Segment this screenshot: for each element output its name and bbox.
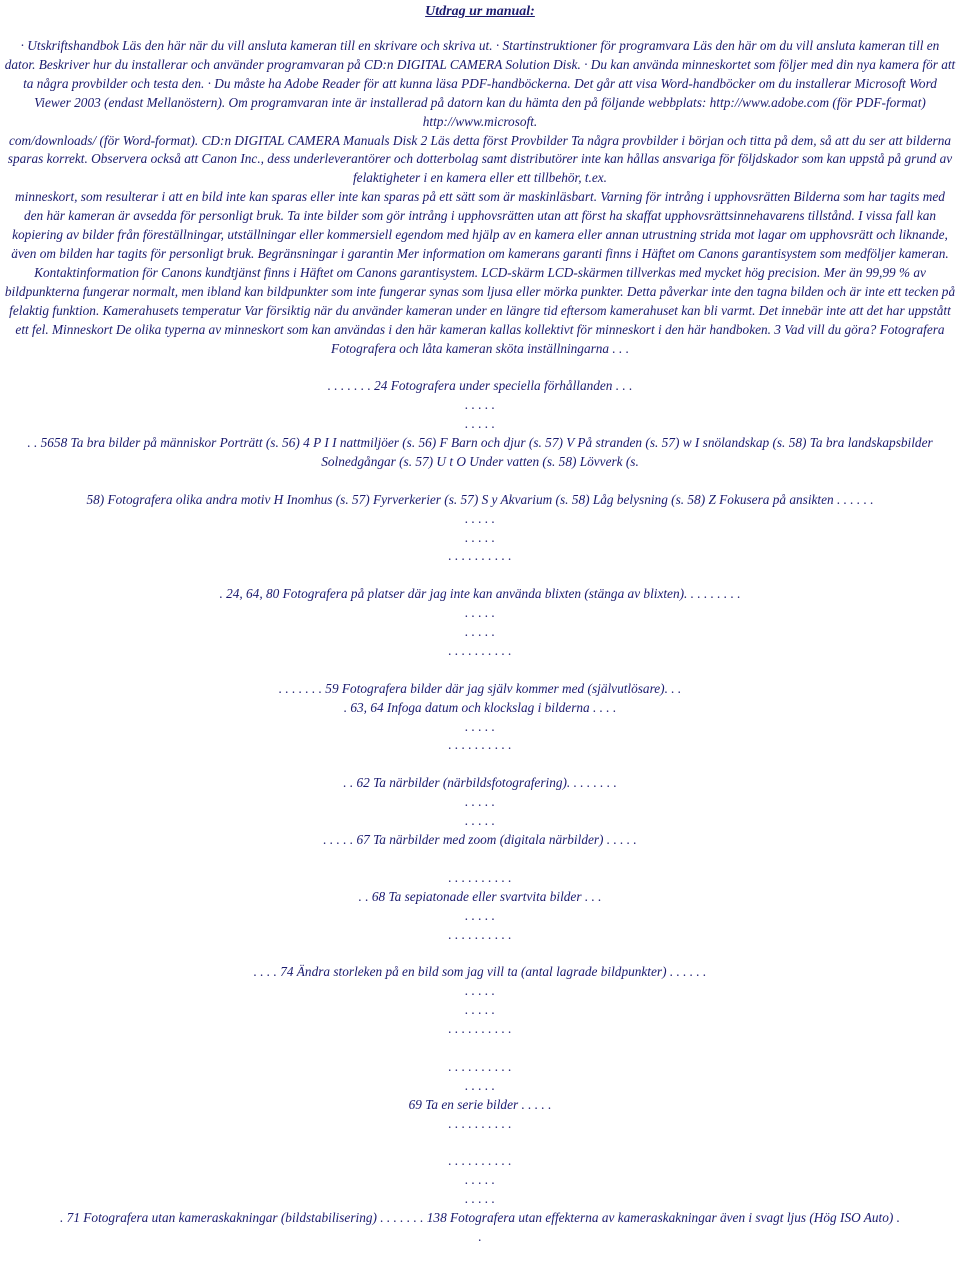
toc-line: . . . . .: [465, 794, 495, 810]
toc-line: . . 5658 Ta bra bilder på människor Porträtt (s. 56) 4 P I I nattmiljöer (s. 56) F Barn och djur (s. 57) V På stranden (s. 57) w I snölandskap (s. 58) Ta bra landskapsbilder Solnedgångar (s. 57) U t O Under vatten (s. 58) Lövverk (s.: [27, 435, 933, 469]
toc-line: . . . . .: [465, 605, 495, 621]
page-title: Utdrag ur manual:: [425, 4, 535, 19]
spacer: [4, 944, 956, 963]
toc-line: . 63, 64 Infoga datum och klockslag i bilderna . . . .: [343, 699, 617, 715]
toc-line: . . . . .: [465, 1077, 495, 1093]
intro-paragraph: com/downloads/ (för Word-format). CD:n DIGITAL CAMERA Manuals Disk 2 Läs detta först Provbilder Ta några provbilder i början och titta på dem, så att du ser att bilderna sparas korrekt. Observera också att Canon Inc., dess underleverantörer och dotterbolag samt distributörer inte kan hållas ansvariga för följdskador som kan uppstå på grund av felaktigheter i en kamera eller ett tillbehör, t.ex.: [7, 132, 953, 186]
toc-line: . . 68 Ta sepiatonade eller svartvita bilder . . .: [358, 888, 602, 904]
toc-line: . . . . .: [465, 1002, 495, 1018]
toc-line: . . . . . 67 Ta närbilder med zoom (digitala närbilder) . . . . .: [323, 831, 637, 847]
spacer: [4, 850, 956, 869]
toc-line: . . . . 74 Ändra storleken på en bild som jag vill ta (antal lagrade bildpunkter) . . . . . .: [253, 964, 707, 980]
spacer: [4, 661, 956, 680]
spacer: [4, 755, 956, 774]
toc-line: . . . . . . . . . .: [448, 1021, 512, 1037]
toc-line: . . . . . . . 59 Fotografera bilder där jag själv kommer med (självutlösare). . .: [278, 680, 682, 696]
toc-line: . . . . .: [465, 907, 495, 923]
toc-line: . . . . .: [465, 718, 495, 734]
toc-line: . . . . . . . . . .: [448, 1153, 512, 1169]
toc-line: . . . . . . . . . .: [448, 548, 512, 564]
spacer: [4, 358, 956, 377]
toc-line: . . . . .: [465, 1191, 495, 1207]
manual-excerpt-page: [4, 3, 956, 1247]
intro-paragraph: Kontaktinformation för Canons kundtjänst finns i Häftet om Canons garantisystem. LCD-skärm LCD-skärmen tillverkas med mycket hög precision. Mer än 99,99 % av bildpunkterna fungerar normalt, men ibland kan bildpunkter som inte fungerar synas som ljusa eller mörka punkter. Detta påverkar inte den tagna bilden och är inte ett tecken på felaktig funktion. Kamerahusets temperatur Var försiktig när du använder kameran under en längre tid eftersom kamerahuset kan bli varmt. Det innebär inte att det har uppstått ett fel. Minneskort De olika typerna av minneskort som kan användas i den här kameran kallas kollektivt för minneskort i den här handboken. 3 Vad vill du göra? Fotografera Fotografera och låta kameran sköta inställningarna . . .: [4, 264, 956, 356]
toc-line: . . . . . . . . . .: [448, 926, 512, 942]
toc-line: . 24, 64, 80 Fotografera på platser där jag inte kan använda blixten (stänga av blixten). . . . . . . . .: [219, 586, 741, 602]
spacer: [4, 1039, 956, 1058]
spacer: [4, 1133, 956, 1152]
toc-line: . . . . .: [465, 397, 495, 413]
table-of-contents: [4, 358, 956, 1246]
toc-line: . . . . .: [465, 624, 495, 640]
toc-line: 69 Ta en serie bilder . . . . .: [408, 1096, 552, 1112]
toc-line: . . . . .: [465, 1172, 495, 1188]
toc-line: . . . . .: [465, 416, 495, 432]
toc-line: . . . . . . . . . .: [448, 869, 512, 885]
toc-line: . . . . . . . . . .: [448, 642, 512, 658]
toc-line: . . . . .: [465, 983, 495, 999]
toc-line: . . . . . . . . . .: [448, 1115, 512, 1131]
toc-line: .: [478, 1228, 482, 1244]
toc-line: . . . . . . . 24 Fotografera under speciella förhållanden . . .: [327, 378, 633, 394]
toc-line: . 71 Fotografera utan kameraskakningar (bildstabilisering) . . . . . . . 138 Fotografera utan effekterna av kameraskakningar även i svagt ljus (Hög ISO Auto) .: [60, 1210, 900, 1226]
toc-line: . . 62 Ta närbilder (närbildsfotografering). . . . . . . .: [343, 775, 617, 791]
toc-line: . . . . .: [465, 813, 495, 829]
toc-line: 58) Fotografera olika andra motiv H Inomhus (s. 57) Fyrverkerier (s. 57) S y Akvarium (s. 58) Låg belysning (s. 58) Z Fokusera på ansikten . . . . . .: [86, 491, 874, 507]
toc-line: . . . . . . . . . .: [448, 1058, 512, 1074]
toc-line: . . . . . . . . . .: [448, 737, 512, 753]
intro-paragraph: minneskort, som resulterar i att en bild inte kan sparas eller inte kan sparas på ett sätt som är maskinläsbart. Varning för intrång i upphovsrätten Bilderna som har tagits med den här kameran är avsedda för personligt bruk. Ta inte bilder som gör intrång i upphovsrätten utan att först ha skaffat upphovsrättsinnehavarens tillstånd. I vissa fall kan kopiering av bilder från föreställningar, utställningar eller kommersiell egendom med hjälp av en kamera eller annan utrustning strida mot lagar om upphovsrätt och liknande, även om bilden har tagits för personligt bruk. Begränsningar i garantin Mer information om kamerans garanti finns i Häftet om Canons garantisystem som medföljer kameran.: [11, 189, 949, 261]
intro-paragraph: · Utskriftshandbok Läs den här när du vill ansluta kameran till en skrivare och skriva ut. · Startinstruktioner för programvara Läs den här om du vill ansluta kameran till en dator. Beskriver hur du installerar och använder programvaran på CD:n DIGITAL CAMERA Solution Disk. · Du kan använda minneskortet som följer med din nya kamera för att ta några provbilder och testa den. · Du måste ha Adobe Reader för att kunna läsa PDF-handböckerna. Det går att visa Word-handböcker om du installerar Microsoft Word Viewer 2003 (endast Mellanöstern). Om programvaran inte är installerad på datorn kan du hämta den på följande webbplats: http://www.adobe.com (för PDF-format) http://www.microsoft.: [4, 38, 956, 129]
toc-line: . . . . .: [465, 529, 495, 545]
spacer: [4, 566, 956, 585]
toc-line: . . . . .: [465, 510, 495, 526]
intro-text: [4, 37, 956, 358]
spacer: [4, 472, 956, 491]
